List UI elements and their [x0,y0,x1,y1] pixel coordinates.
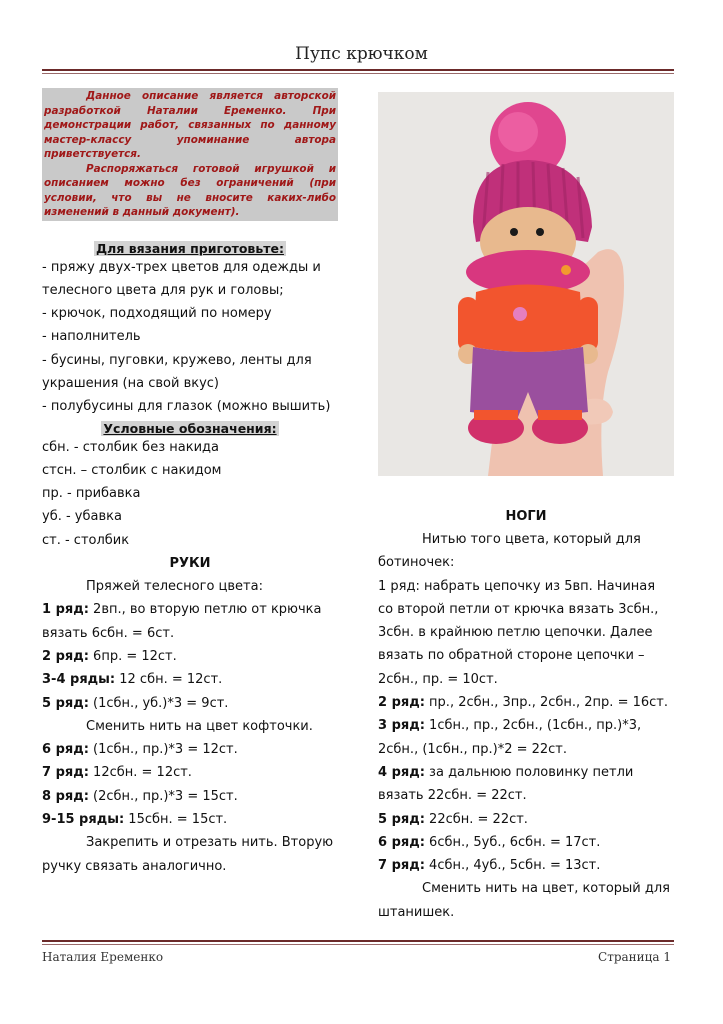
header-rule [42,69,674,71]
legs-outro: Сменить нить на цвет, который для штанишек. [378,881,671,920]
copyright-notice [42,88,338,221]
legs-row-1: 1 ряд: набрать цепочку из 5вп. Начиная со второй петли от крючка вязать 3сбн., 3сбн. в крайнюю петлю цепочки. Далее вязать по обратной стороне цепочки – 2сбн., пр. = 10ст. [378,578,659,687]
legs-row: 7 ряд: 4сбн., 4уб., 5сбн. = 13ст. [378,858,601,874]
footer-rule [42,940,674,942]
materials-item: - полубусины для глазок (можно вышить) [42,399,331,415]
materials-item: - бусины, пуговки, кружево, ленты для украшения (на свой вкус) [42,352,312,391]
footer-page-number: Страница 1 [598,950,671,964]
materials-item: - наполнитель [42,329,141,345]
legs-intro: Нитью того цвета, который для ботиночек: [378,532,641,571]
arms-row: 8 ряд: (2сбн., пр.)*3 = 15ст. [42,788,238,804]
page-title: Пупс крючком [295,44,428,64]
legs-title: НОГИ [505,509,547,524]
arms-row: 7 ряд: 12сбн. = 12ст. [42,765,192,781]
doll-illustration [378,92,674,476]
materials-item: - крючок, подходящий по номеру [42,306,272,322]
legend-item: сбн. - столбик без накида [42,439,219,455]
legs-row: 3 ряд: 1сбн., пр., 2сбн., (1сбн., пр.)*3, 2сбн., (1сбн., пр.)*2 = 22ст. [378,718,642,757]
arms-row: 2 ряд: 6пр. = 12ст. [42,648,177,664]
notice-paragraph-2: Распоряжаться готовой игрушкой и описанием можно без ограничений (при условии, что вы не вносите каких-либо изменений в данный документ). [44,162,336,218]
notice-paragraph-1: Данное описание является авторской разработкой Наталии Еременко. При демонстрации работ, связанных по данному мастер-классу упоминание автора приветствуется. [44,90,336,160]
legs-row: 4 ряд: за дальнюю половинку петли вязать 22сбн. = 22ст. [378,764,634,804]
arms-row: 5 ряд: (1сбн., уб.)*3 = 9ст. [42,695,229,711]
legs-row: 2 ряд: пр., 2сбн., 3пр., 2сбн., 2пр. = 16ст. [378,695,668,711]
left-column [42,88,338,878]
arms-row: 1 ряд: 2вп., во вторую петлю от крючка вязать 6сбн. = 6ст. [42,602,322,641]
arms-row: 6 ряд: (1сбн., пр.)*3 = 12ст. [42,742,238,758]
crochet-doll-photo [378,92,674,476]
arms-row: 9-15 ряды: 15сбн. = 15ст. [42,812,228,828]
arms-row: 3-4 ряды: 12 сбн. = 12ст. [42,672,223,688]
footer-rule-thin [42,944,674,945]
legend-item: ст. - столбик [42,532,130,548]
arms-change-color: Сменить нить на цвет кофточки. [86,718,313,734]
materials-heading: Для вязания приготовьте: [96,240,284,256]
footer-author: Наталия Еременко [42,950,164,964]
legend-item: пр. - прибавка [42,486,141,502]
legs-row: 6 ряд: 6сбн., 5уб., 6сбн. = 17ст. [378,834,601,850]
legs-row: 5 ряд: 22сбн. = 22ст. [378,811,528,827]
materials-item: - пряжу двух-трех цветов для одежды и телесного цвета для рук и головы; [42,259,321,298]
legend-item: уб. - убавка [42,509,122,525]
legend-heading: Условные обозначения: [103,420,277,436]
header-rule-thin [42,73,674,74]
arms-outro: Закрепить и отрезать нить. Вторую ручку связать аналогично. [42,835,334,874]
arms-title: РУКИ [169,556,211,572]
right-column [378,505,674,924]
legend-item: стсн. – столбик с накидом [42,462,222,478]
arms-intro: Пряжей телесного цвета: [86,579,263,595]
